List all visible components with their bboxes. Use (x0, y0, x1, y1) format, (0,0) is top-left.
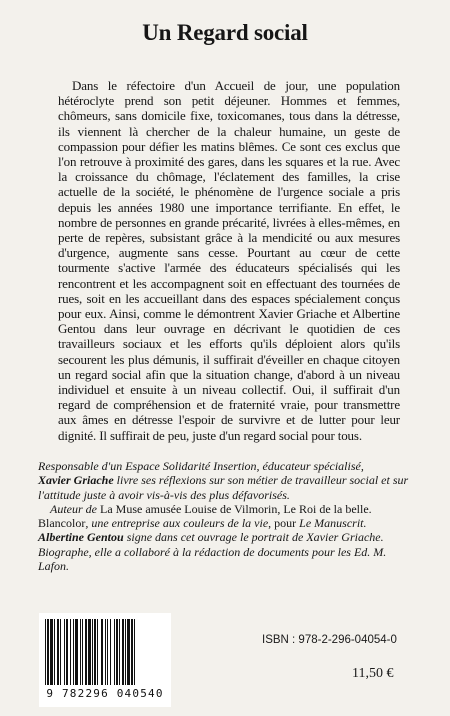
author-bio (38, 459, 410, 573)
barcode-bar (107, 619, 108, 685)
book-title: Un Regard social (142, 20, 308, 45)
barcode-bar (122, 619, 124, 685)
barcode-bar (134, 619, 135, 685)
barcode-bar (75, 619, 78, 685)
isbn-text: ISBN : 978-2-296-04054-0 (262, 634, 397, 646)
summary-paragraph: Dans le réfectoire d'un Accueil de jour, une population hétéroclyte prend son petit déjeuner. Hommes et femmes, chômeurs, sans domicile fixe, toxicomanes, tous dans la détresse, ils viennent là chercher de la chaleur humaine, un geste de compassion pour défier les matins blêmes. Ce sont ces exclus que l'on retrouve à proximité des gares, dans les squares et la rue. Avec la croissance du chômage, l'éclatement des familles, la crise actuelle de la société, le phénomène de l'urgence sociale a pris depuis les années 1980 une importance terrifiante. En effet, le nombre de personnes en grande précarité, livrées à elles-mêmes, en perte de repères, subsistant grâce à la mendicité ou aux mesures d'urgence, augmente sans cesse. Pourtant au cœur de cette tourmente s'active l'armée des éducateurs spécialisés qui les rencontrent et les accompagnent soit en effectuant des tournées de rues, soit en les accueillant dans des espaces spécialement conçus pour eux. Ainsi, comme le démontrent Xavier Griache et Albertine Gentou dans leur ouvrage en décrivant le quotidien de ces travailleurs sociaux et les efforts qu'ils déploient alors qu'ils secourent les plus démunis, il suffirait d'éveiller en chaque citoyen un regard social afin que la situation change, d'abord à un niveau individuel et ensuite à un niveau collectif. Oui, il suffirait d'un regard de compréhension et de fraternité vraie, pour transmettre aux âmes en détresse l'espoir de survivre et de lutter pour leur dignité. Il suffirait de peu, juste d'un regard social pour tous. (58, 78, 400, 443)
bio-p2-rest: signe dans cet ouvrage le portrait de Xavier Griache. Biographe, elle a collaboré à la rédaction de documents pour les Ed. M. Lafon. (38, 530, 387, 574)
barcode-bar (64, 619, 65, 685)
barcode-bar (101, 619, 103, 685)
bio-work2: Le Manuscrit (299, 516, 364, 531)
bio-works: La Muse amusée Louise de Vilmorin, Le Roi de la belle. Blancolor (38, 501, 372, 531)
barcode-bar (85, 619, 87, 685)
bio-author-albertine: Albertine Gentou (38, 530, 124, 545)
barcode-bar (60, 619, 61, 685)
barcode-bar (131, 619, 133, 685)
barcode-bar (110, 619, 111, 685)
barcode-bar (66, 619, 68, 685)
barcode-bars (45, 619, 165, 685)
barcode-bar (73, 619, 74, 685)
bio-p2-b: , une entreprise aux couleurs de la vie (85, 516, 269, 531)
bio-p1-rest: livre ses réflexions sur son métier de travailleur social et sur l'attitude juste à avoir vis-à-vis des plus défavorisés. (38, 473, 409, 502)
barcode-bar (92, 619, 93, 685)
barcode-bar (127, 619, 130, 685)
bio-p2-intro: Auteur de (50, 501, 100, 516)
barcode-bar (97, 619, 98, 685)
barcode-bar (105, 619, 106, 685)
bio-p2-d: . (363, 516, 367, 531)
barcode-digits: 9 782296 040540 (46, 687, 164, 700)
barcode-bar (94, 619, 96, 685)
bio-p2-c: , pour (268, 516, 300, 531)
barcode-bar (70, 619, 71, 685)
barcode-bar (82, 619, 83, 685)
barcode-bar (57, 619, 59, 685)
barcode-bar (50, 619, 53, 685)
barcode-bar (45, 619, 46, 685)
barcode-bar (114, 619, 115, 685)
barcode-bar (47, 619, 49, 685)
bio-author-xavier: Xavier Griache (38, 473, 114, 488)
barcode-bar (116, 619, 118, 685)
bio-p1-intro: Responsable d'un Espace Solidarité Insertion, éducateur spécialisé, (38, 459, 364, 473)
barcode (39, 613, 171, 707)
barcode-bar (125, 619, 126, 685)
barcode-bar (88, 619, 91, 685)
barcode-bar (54, 619, 55, 685)
barcode-bar (80, 619, 81, 685)
price-text: 11,50 € (352, 666, 394, 681)
barcode-bar (119, 619, 120, 685)
